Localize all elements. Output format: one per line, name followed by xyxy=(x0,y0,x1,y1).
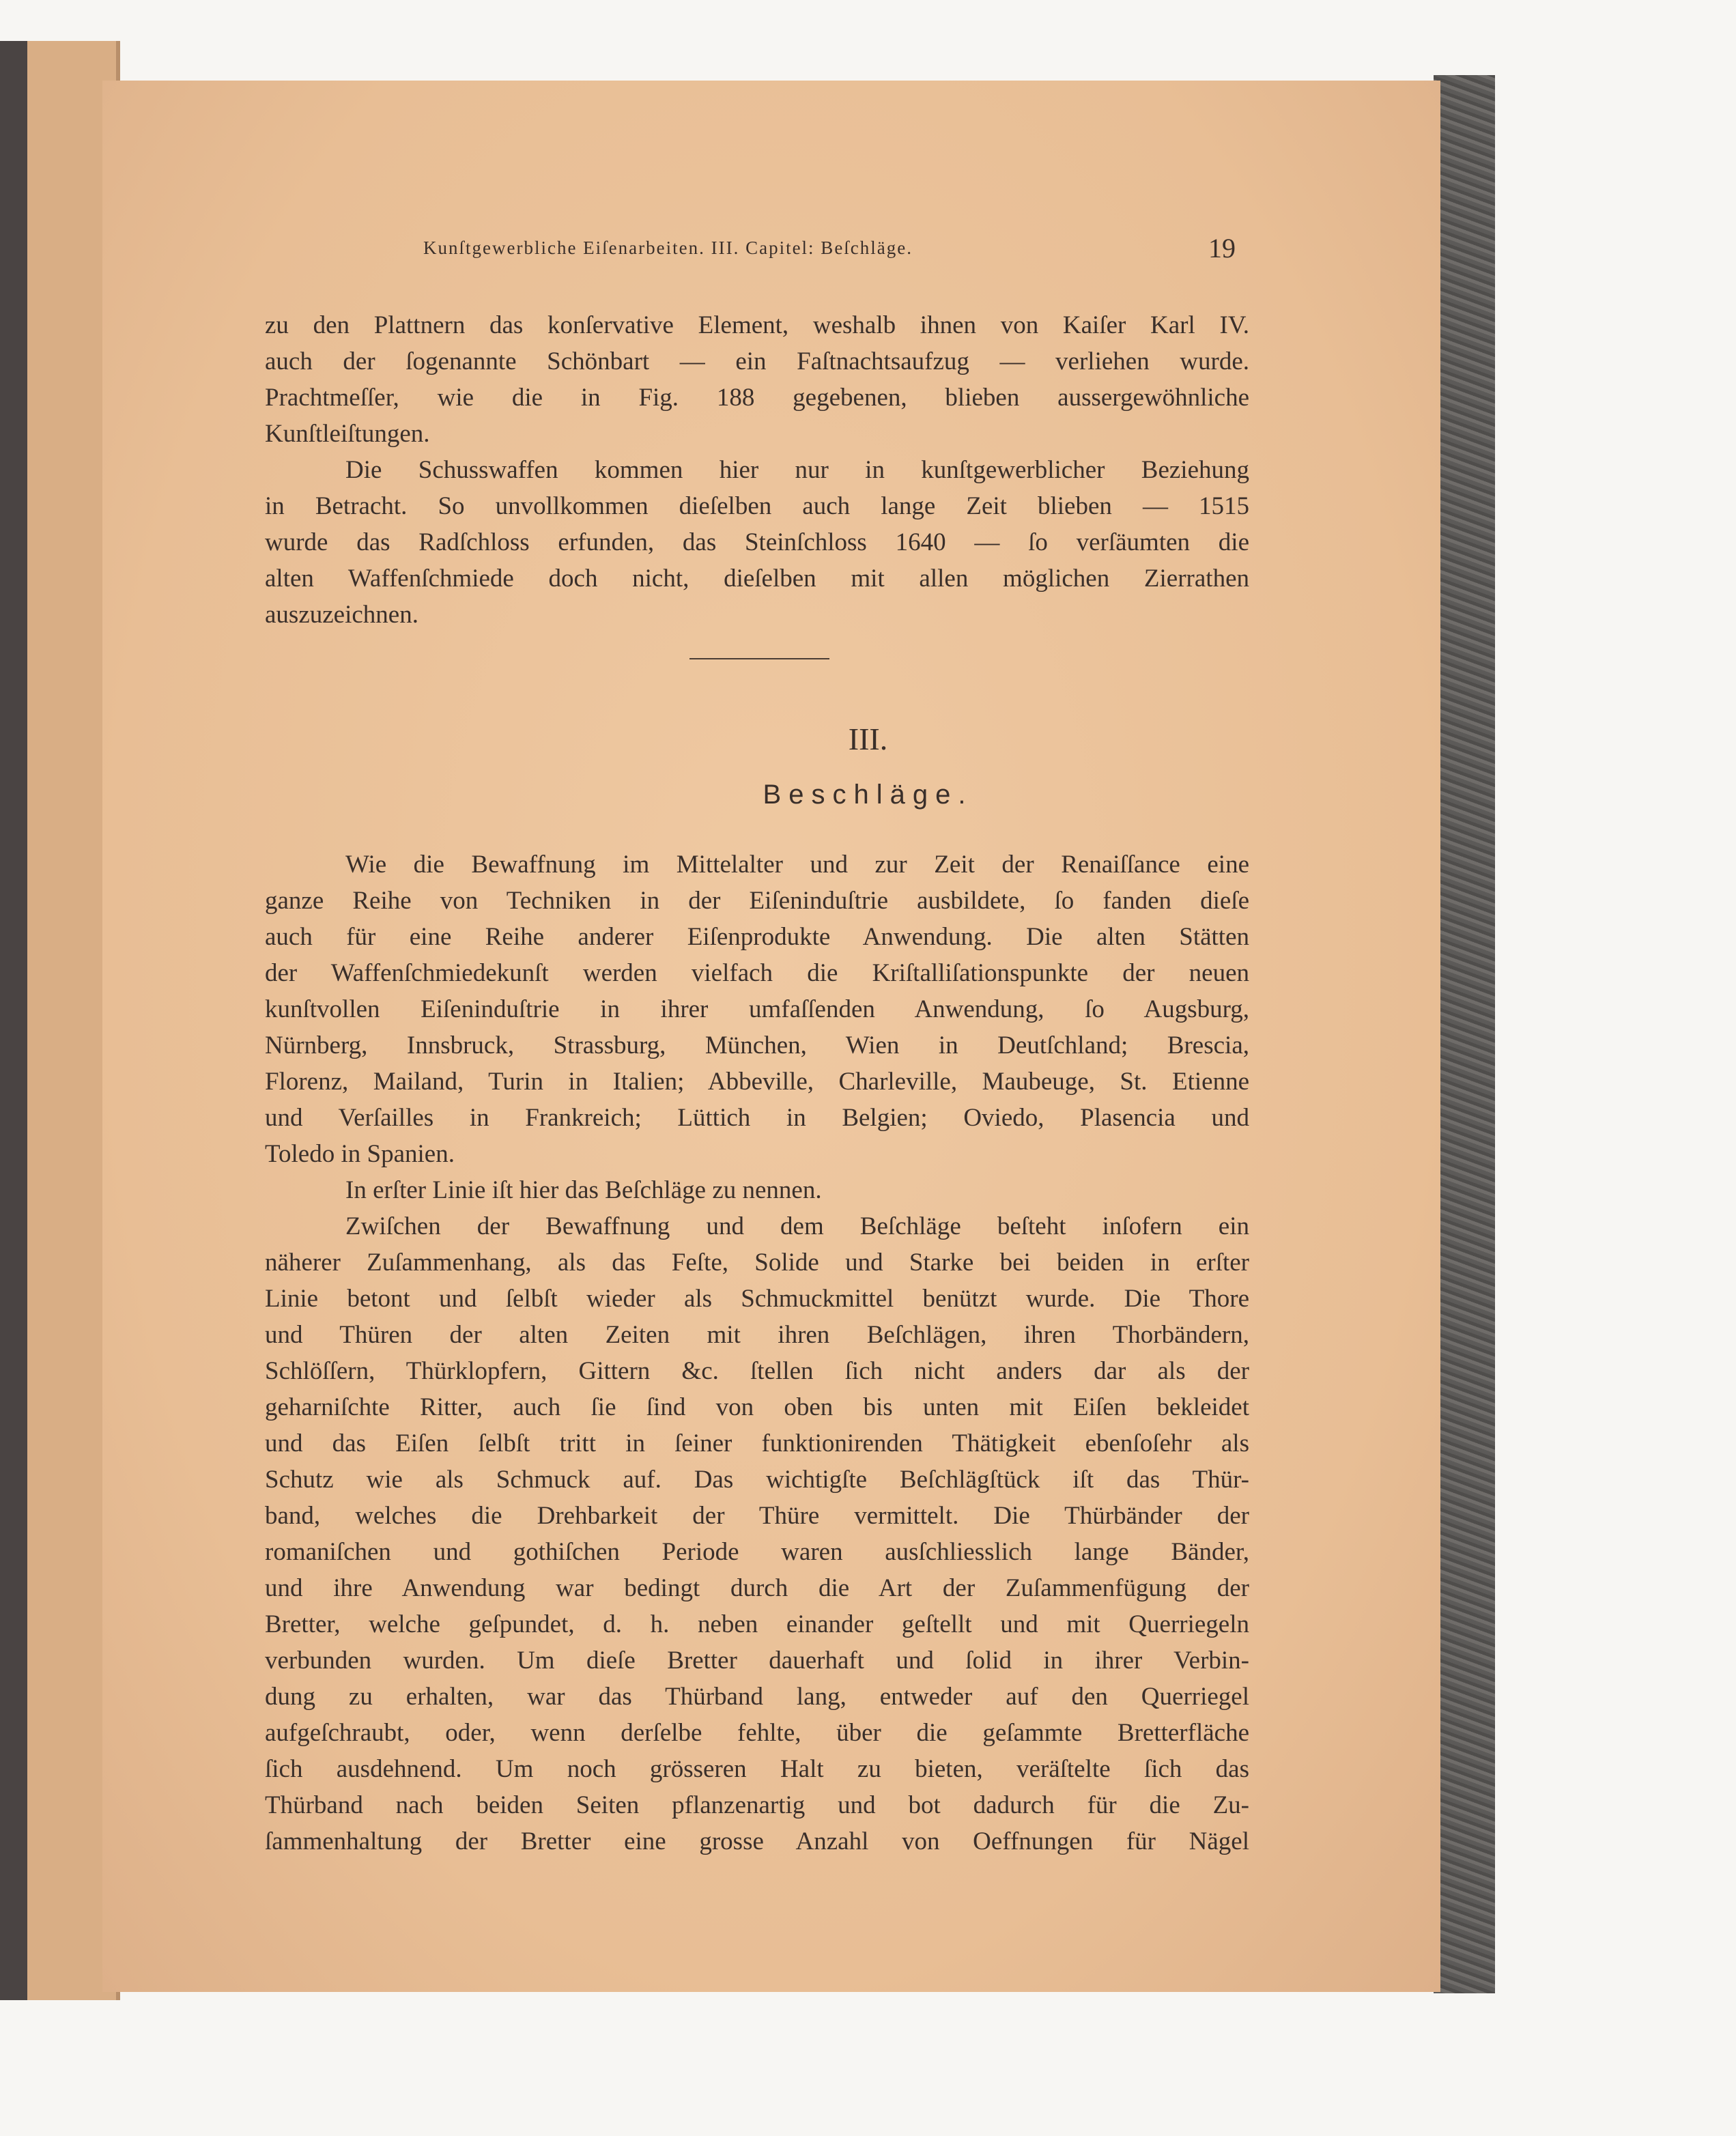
text-block-top xyxy=(265,307,1249,633)
text-line: in Betracht. So unvollkommen dieſelben auch lange Zeit blieben — 1515 xyxy=(265,492,1249,520)
paragraph xyxy=(265,1172,1249,1208)
book-cover-edge xyxy=(1434,75,1495,1993)
text-line: aufgeſchraubt, oder, wenn derſelbe fehlte, über die geſammte Bretterfläche xyxy=(265,1719,1249,1747)
text-line: Schutz wie als Schmuck auf. Das wichtigſte Beſchlägſtück iſt das Thür- xyxy=(265,1466,1249,1494)
paragraph xyxy=(265,307,1249,452)
text-line: verbunden wurden. Um dieſe Bretter dauerhaft und ſolid in ihrer Verbin- xyxy=(265,1647,1249,1675)
text-line: Die Schusswaffen kommen hier nur in kunſtgewerblicher Beziehung xyxy=(345,456,1249,484)
text-line: auch der ſogenannte Schönbart — ein Faſtnachtsaufzug — verliehen wurde. xyxy=(265,347,1249,375)
text-line: kunſtvollen Eiſeninduſtrie in ihrer umfaſſenden Anwendung, ſo Augsburg, xyxy=(265,995,1249,1023)
text-line: ganze Reihe von Techniken in der Eiſeninduſtrie ausbildete, ſo fanden dieſe xyxy=(265,887,1249,915)
text-block-main xyxy=(265,846,1249,1860)
section-divider xyxy=(689,658,829,659)
text-line: auszuzeichnen. xyxy=(265,601,418,629)
text-line: Prachtmeſſer, wie die in Fig. 188 gegebenen, blieben aussergewöhnliche xyxy=(265,384,1249,412)
text-line: und Thüren der alten Zeiten mit ihren Beſchlägen, ihren Thorbändern, xyxy=(265,1321,1249,1349)
text-line: auch für eine Reihe anderer Eiſenprodukte Anwendung. Die alten Stätten xyxy=(265,923,1249,951)
text-line: Linie betont und ſelbſt wieder als Schmuckmittel benützt wurde. Die Thore xyxy=(265,1285,1249,1313)
text-line: näherer Zuſammenhang, als das Feſte, Solide und Starke bei beiden in erſter xyxy=(265,1249,1249,1277)
text-line: und Verſailles in Frankreich; Lüttich in Belgien; Oviedo, Plasencia und xyxy=(265,1104,1249,1132)
section-numeral: III. xyxy=(848,722,888,756)
text-line: Kunſtleiſtungen. xyxy=(265,420,430,448)
paragraph xyxy=(265,1208,1249,1860)
paragraph xyxy=(265,452,1249,633)
text-line: romaniſchen und gothiſchen Periode waren ausſchliesslich lange Bänder, xyxy=(265,1538,1249,1566)
text-line: der Waffenſchmiedekunſt werden vielfach die Kriſtalliſationspunkte der neuen xyxy=(265,959,1249,987)
text-line: Bretter, welche geſpundet, d. h. neben einander geſtellt und mit Querriegeln xyxy=(265,1610,1249,1638)
text-line: band, welches die Drehbarkeit der Thüre vermittelt. Die Thürbänder der xyxy=(265,1502,1249,1530)
text-line: Toledo in Spanien. xyxy=(265,1140,455,1168)
page-number: 19 xyxy=(1208,233,1236,264)
text-line: Schlöſſern, Thürklopfern, Gittern &c. ſtellen ſich nicht anders dar als der xyxy=(265,1357,1249,1385)
text-line: Florenz, Mailand, Turin in Italien; Abbeville, Charleville, Maubeuge, St. Etienne xyxy=(265,1068,1249,1096)
text-line: geharniſchte Ritter, auch ſie ſind von oben bis unten mit Eiſen bekleidet xyxy=(265,1393,1249,1421)
text-line: dung zu erhalten, war das Thürband lang, entweder auf den Querriegel xyxy=(265,1683,1249,1711)
text-line: Nürnberg, Innsbruck, Strassburg, München, Wien in Deutſchland; Brescia, xyxy=(265,1031,1249,1059)
text-line: ſich ausdehnend. Um noch grösseren Halt zu bieten, veräſtelte ſich das xyxy=(265,1755,1249,1783)
running-header: Kunſtgewerbliche Eiſenarbeiten. III. Capitel: Beſchläge. xyxy=(423,238,913,258)
text-line: Wie die Bewaffnung im Mittelalter und zur Zeit der Renaiſſance eine xyxy=(345,851,1249,879)
text-line: und ihre Anwendung war bedingt durch die Art der Zuſammenfügung der xyxy=(265,1574,1249,1602)
paragraph xyxy=(265,846,1249,1172)
text-line: ſammenhaltung der Bretter eine grosse Anzahl von Oeffnungen für Nägel xyxy=(265,1827,1249,1855)
text-line: wurde das Radſchloss erfunden, das Steinſchloss 1640 — ſo verſäumten die xyxy=(265,528,1249,556)
text-line: alten Waffenſchmiede doch nicht, dieſelben mit allen möglichen Zierrathen xyxy=(265,565,1249,593)
text-line: und das Eiſen ſelbſt tritt in ſeiner funktionirenden Thätigkeit ebenſoſehr als xyxy=(265,1429,1249,1457)
section-title: Beschläge. xyxy=(763,780,973,810)
text-line: Thürband nach beiden Seiten pflanzenartig und bot dadurch für die Zu- xyxy=(265,1791,1249,1819)
left-cover-edge xyxy=(0,41,27,2000)
text-line: zu den Plattnern das konſervative Element, weshalb ihnen von Kaiſer Karl IV. xyxy=(265,311,1249,339)
text-line: Zwiſchen der Bewaffnung und dem Beſchläge beſteht inſofern ein xyxy=(345,1212,1249,1240)
text-line: In erſter Linie iſt hier das Beſchläge zu nennen. xyxy=(345,1176,822,1204)
